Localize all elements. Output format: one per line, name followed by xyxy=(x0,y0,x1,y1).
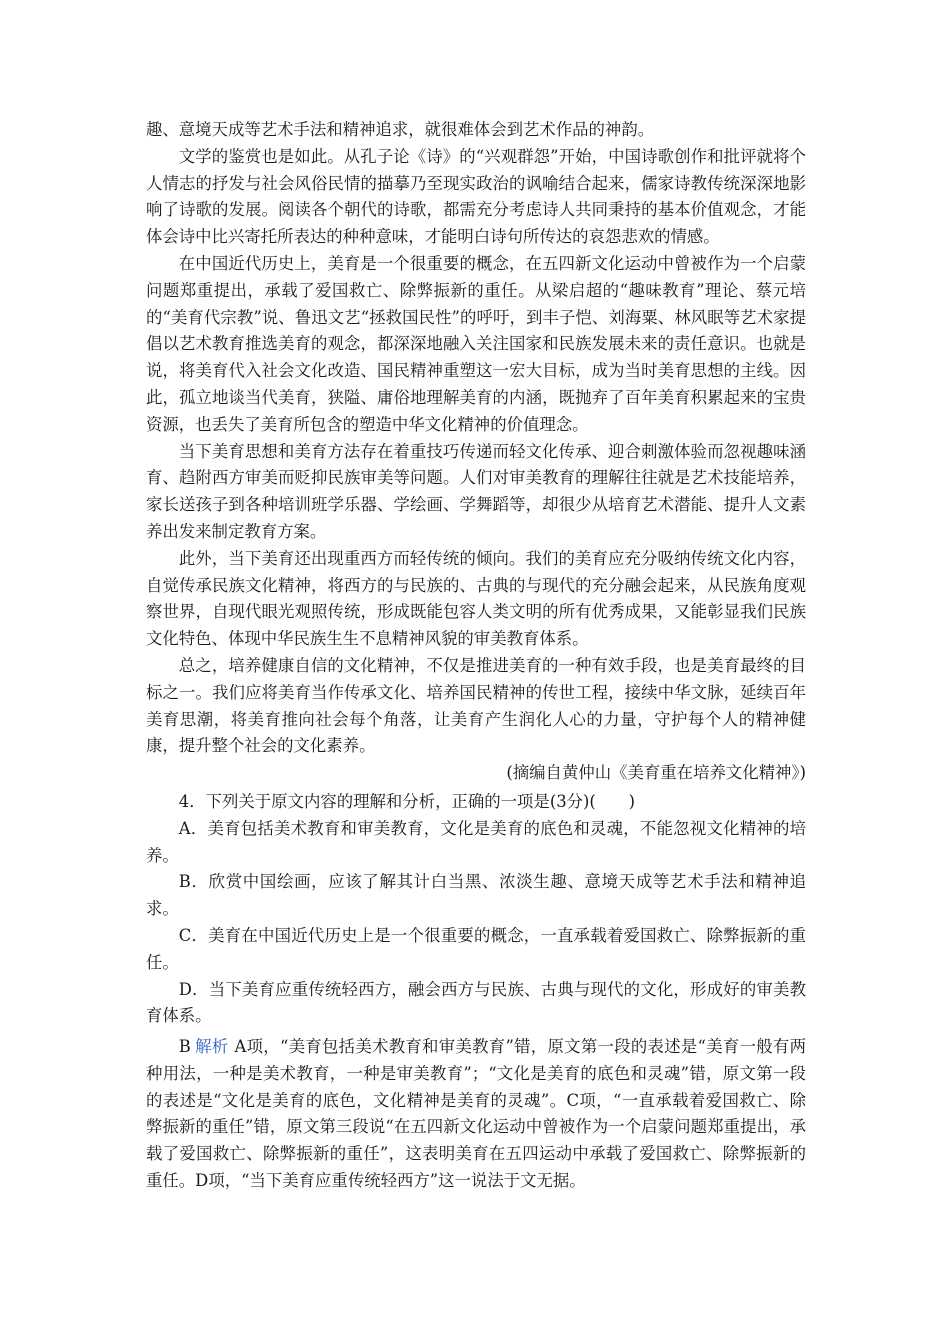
question-stem: 4．下列关于原文内容的理解和分析，正确的一项是(3分)( ) xyxy=(178,791,635,811)
article-paragraph-1: 文学的鉴赏也是如此。从孔子论《诗》的“兴观群怨”开始，中国诗歌创作和批评就将个人情志的抒发与社会风俗民情的描摹乃至现实政治的讽喻结合起来，儒家诗教传统深深地影响了诗歌的发展。阅读各个朝代的诗歌，都需充分考虑诗人共同秉持的基本价值观念，才能体会诗中比兴寄托所表达的种种意味，才能明白诗句所传达的哀怨悲欢的情感。 xyxy=(146,146,806,247)
article-paragraph-0: 趣、意境天成等艺术手法和精神追求，就很难体会到艺术作品的神韵。 xyxy=(146,120,655,139)
article-paragraph-3: 当下美育思想和美育方法存在着重技巧传递而轻文化传承、迎合刺激体验而忽视趣味涵育、趋附西方审美而贬抑民族审美等问题。人们对审美教育的理解往往就是艺术技能培养，家长送孩子到各种培训班学乐器、学绘画、学舞蹈等，却很少从培育艺术潜能、提升人文素养出发来制定教育方案。 xyxy=(146,441,806,541)
option-a: A．美育包括美术教育和审美教育，文化是美育的底色和灵魂，不能忽视文化精神的培养。 xyxy=(146,818,806,865)
analysis-text: A项，“美育包括美术教育和审美教育”错，原文第一段的表述是“美育一般有两种用法，一种是美术教育，一种是审美教育”；“文化是美育的底色和灵魂”错，原文第一段的表述是“文化是美育的底色，文化精神是美育的灵魂”。C项，“一直承载着爱国救亡、除弊振新的重任”错，原文第三段说“在五四新文化运动中曾被作为一个启蒙问题郑重提出，承载了爱国救亡、除弊振新的重任”，这表明美育在五四运动中承载了爱国救亡、除弊振新的重任。D项，“当下美育应重传统轻西方”这一说法于文无据。 xyxy=(146,1037,807,1191)
answer-letter: B xyxy=(178,1037,191,1057)
article-source: (摘编自黄仲山《美育重在培养文化精神》) xyxy=(506,763,806,783)
analysis-label: 解析 xyxy=(194,1037,229,1057)
article-paragraph-4: 此外，当下美育还出现重西方而轻传统的倾向。我们的美育应充分吸纳传统文化内容，自觉传承民族文化精神，将西方的与民族的、古典的与现代的充分融会起来，从民族角度观察世界，自现代眼光观照传统，形成既能包容人类文明的所有优秀成果，又能彰显我们民族文化特色、体现中华民族生生不息精神风貌的审美教育体系。 xyxy=(146,548,806,649)
option-b: B．欣赏中国绘画，应该了解其计白当黑、浓淡生趣、意境天成等艺术手法和精神追求。 xyxy=(146,872,806,919)
option-d: D．当下美育应重传统轻西方，融会西方与民族、古典与现代的文化，形成好的审美教育体系。 xyxy=(146,979,806,1026)
document-page xyxy=(146,117,806,1211)
option-c: C．美育在中国近代历史上是一个很重要的概念，一直承载着爱国救亡、除弊振新的重任。 xyxy=(146,925,806,972)
analysis-block xyxy=(146,1034,806,1195)
article-paragraph-5: 总之，培养健康自信的文化精神，不仅是推进美育的一种有效手段，也是美育最终的目标之一。我们应将美育当作传承文化、培养国民精神的传世工程，接续中华文脉，延续百年美育思潮，将美育推向社会每个角落，让美育产生润化人心的力量，守护每个人的精神健康，提升整个社会的文化素养。 xyxy=(146,655,806,756)
article-paragraph-2: 在中国近代历史上，美育是一个很重要的概念，在五四新文化运动中曾被作为一个启蒙问题郑重提出，承载了爱国救亡、除弊振新的重任。从梁启超的“趣味教育”理论、蔡元培的“美育代宗教”说、鲁迅文艺“拯救国民性”的呼吁，到丰子恺、刘海粟、林风眠等艺术家提倡以艺术教育推选美育的观念，都深深地融入关注国家和民族发展未来的责任意识。也就是说，将美育代入社会文化改造、国民精神重塑这一宏大目标，成为当时美育思想的主线。因此，孤立地谈当代美育，狭隘、庸俗地理解美育的内涵，既抛弃了百年美育积累起来的宝贵资源，也丢失了美育所包含的塑造中华文化精神的价值理念。 xyxy=(146,253,806,434)
